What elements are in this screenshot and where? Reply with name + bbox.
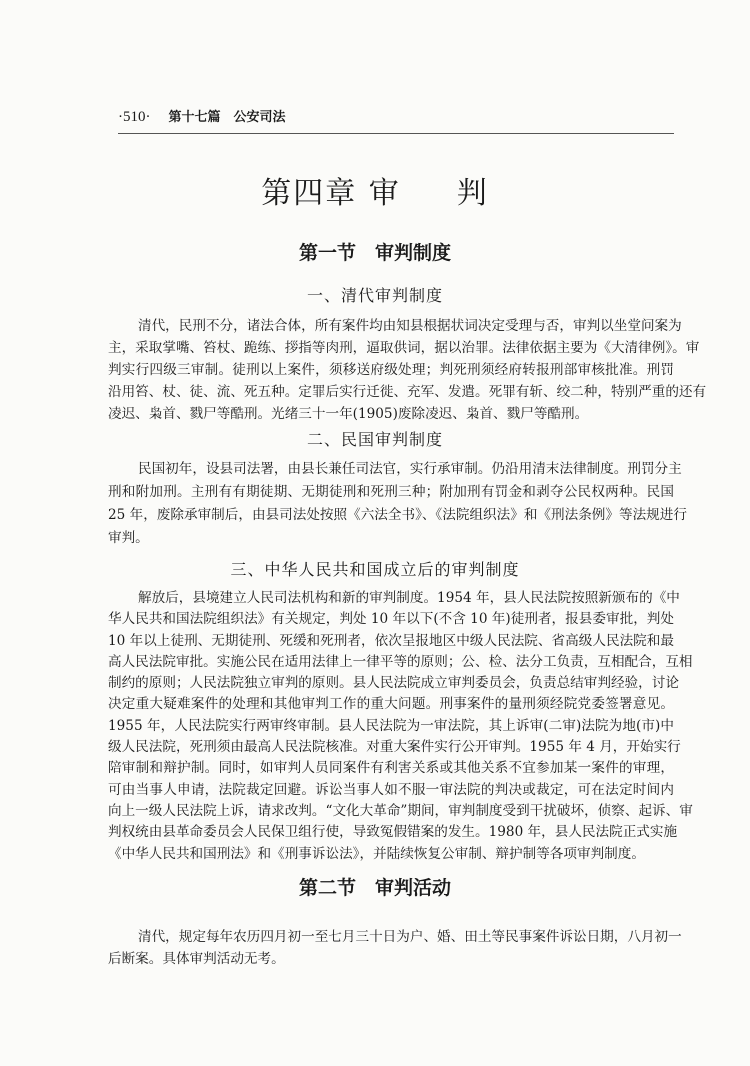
text-line: 《中华人民共和国刑法》和《刑事诉讼法》，并陆续恢复公审制、辩护制等各项审判制度。 (108, 845, 645, 862)
part-title: 第十七篇 公安司法 (168, 110, 286, 125)
text-line: 后断案。具体审判活动无考。 (108, 951, 285, 967)
text-line: 解放后，县境建立人民司法机构和新的审判制度。1954 年，县人民法院按照新颁布的《中 (138, 590, 680, 606)
running-header (118, 106, 286, 126)
text-line: 民国初年，设县司法署，由县长兼任司法官，实行承审制。仍沿用清末法律制度。刑罚分主 (138, 461, 682, 477)
text-line: 主，采取掌嘴、笞杖、跪练、拶指等肉刑，逼取供词，据以治罪。法律依据主要为《大清律例》。审 (108, 340, 700, 356)
text-line: 凌迟、枭首、戮尸等酷刑。光绪三十一年(1905)废除凌迟、枭首、戮尸等酷刑。 (108, 406, 589, 422)
chapter-number: 第四章 (261, 176, 358, 211)
text-line: 级人民法院，死刑须由最高人民法院核准。对重大案件实行公开审判。1955 年 4 月，开始实行 (108, 739, 681, 756)
paragraph (108, 588, 693, 865)
section-title: 第二节 审判活动 (298, 877, 451, 899)
subsection-title: 二、民国审判制度 (306, 430, 443, 449)
section-title: 第一节 审判制度 (298, 242, 451, 264)
paragraph (108, 926, 682, 970)
chapter-title (0, 168, 750, 212)
text-line: 华人民共和国法院组织法》有关规定，判处 10 年以下(不含 10 年)徒刑者，报县委审批，判处 (108, 611, 674, 628)
text-line: 25 年，废除承审制后，由县司法处按照《六法全书》、《法院组织法》和《刑法条例》等法规进行 (108, 507, 687, 523)
text-line: 决定重大疑难案件的处理和其他审判工作的重大问题。刑事案件的量刑须经院党委签署意见。 (108, 696, 674, 713)
text-line: 清代，规定每年农历四月初一至七月三十日为户、婚、田土等民事案件诉讼日期，八月初一 (138, 929, 682, 945)
page-number: ·510· (118, 109, 151, 125)
paragraph (108, 315, 707, 425)
text-line: 可由当事人申请，法院裁定回避。诉讼当事人如不服一审法院的判决或裁定，可在法定时间内 (108, 781, 674, 798)
text-line: 清代，民刑不分，诸法合体，所有案件均由知县根据状词决定受理与否，审判以坐堂问案为 (138, 318, 682, 334)
subsection-title: 三、中华人民共和国成立后的审判制度 (230, 560, 520, 579)
text-line: 判权统由县革命委员会人民保卫组行使，导致冤假错案的发生。1980 年，县人民法院正式实施 (108, 824, 678, 841)
text-line: 1955 年，人民法院实行两审终审制。县人民法院为一审法院，其上诉审(二审)法院为地(市)中 (108, 717, 674, 734)
subsection-title: 一、清代审判制度 (306, 286, 443, 305)
text-line: 高人民法院审批。实施公民在适用法律上一律平等的原则；公、检、法分工负责，互相配合，互相 (108, 653, 693, 670)
text-line: 判实行四级三审制。徒刑以上案件，须移送府级处理；判死刑须经府转报刑部审核批准。刑罚 (108, 362, 674, 378)
text-line: 10 年以上徒刑、无期徒刑、死缓和死刑者，依次呈报地区中级人民法院、省高级人民法院和最 (108, 632, 674, 649)
text-line: 陪审制和辩护制。同时，如审判人员同案件有利害关系或其他关系不宜参加某一案件的审理， (108, 760, 674, 777)
chapter-title-char: 审 (368, 176, 401, 211)
paragraph (108, 458, 687, 550)
text-line: 沿用笞、杖、徒、流、死五种。定罪后实行迁徙、充军、发遣。死罪有斩、绞二种，特别严重的还有 (108, 384, 707, 400)
chapter-title-char: 判 (456, 176, 489, 211)
text-line: 制约的原则；人民法院独立审判的原则。县人民法院成立审判委员会，负责总结审判经验，讨论 (108, 675, 679, 692)
text-line: 刑和附加刑。主刑有有期徒期、无期徒刑和死刑三种；附加刑有罚金和剥夺公民权两种。民国 (108, 484, 674, 500)
header-rule (118, 133, 674, 134)
text-line: 审判。 (108, 530, 149, 546)
text-line: 向上一级人民法院上诉，请求改判。“文化大革命”期间，审判制度受到干扰破坏，侦察、起诉、审 (108, 802, 693, 819)
